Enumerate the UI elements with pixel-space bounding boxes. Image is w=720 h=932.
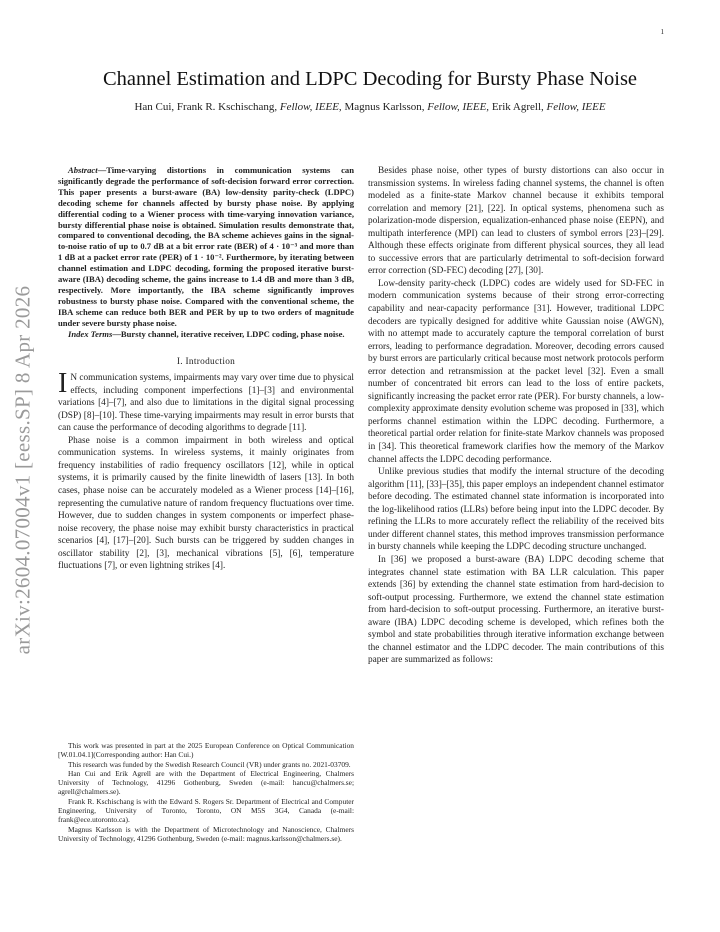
- arxiv-watermark: [6, 250, 40, 690]
- section-heading-introduction: I. Introduction: [176, 356, 236, 367]
- index-terms-label: Index Terms: [68, 328, 113, 339]
- right-paragraph-2: Low-density parity-check (LDPC) codes are widely used for SD-FEC in modern communication systems because of their strong error-correcting capability and near-capacity performance [31]. However, traditional LDPC decoders are typically designed for additive white Gaussian noise (AWGN), with no attempt made to accurately capture the temporal correlation of burst errors, leading to performance degradation. Moreover, decoding errors caused by burst errors are particularly critical because most network protocols perform error detection and retransmission at the packet level [32]. Even a small number of concentrated bit errors can lead to the loss of entire packets, significantly increasing the packet error rate (PER). For bursty channels, a low-complexity approximate density evolution scheme was proposed in [33], which performs channel estimation within the LDPC decoding. Furthermore, a theoretical partial order relation for finite-state Markov channels was proposed in [34]. This theoretical framework clarifies how the memory of the Markov channel affects the LDPC decoding performance.: [368, 278, 664, 465]
- paper-title: Channel Estimation and LDPC Decoding for Bursty Phase Noise: [102, 68, 638, 90]
- author-line: [60, 101, 680, 113]
- right-paragraph-3: Unlike previous studies that modify the internal structure of the decoding algorithm [11], [33]–[35], this paper employs an independent channel estimator before decoding. The estimated channel state information is incorporated into the log-likelihood ratios (LLRs) before being input into the LDPC decoder. By refining the LLRs to more accurately reflect the reliability of the received bits under different channel states, this method improves transmission performance in bursty channels while keeping the LDPC decoding structure unchanged.: [368, 467, 664, 553]
- abstract-label: Abstract: [68, 165, 98, 175]
- right-column: [368, 165, 664, 667]
- footnote-3: Han Cui and Erik Agrell are with the Department of Electrical Engineering, Chalmers University of Technology, 41296 Gothenburg, Sweden (e-mail: hancu@chalmers.se; agrell@chalmers.se).: [58, 768, 354, 797]
- right-paragraph-4: In [36] we proposed a burst-aware (BA) LDPC decoding scheme that integrates channel state estimation with BA LLR calculation. This paper extends [36] by extending the channel state estimation from hard-decision to soft-output processing. Furthermore, we extend the channel state estimation from hard-decision to soft-output processing. Furthermore, an iterative burst-aware (IBA) LDPC decoding scheme is developed, which refines both the symbol and state probabilities through iterative information exchange between the channel estimator and the LDPC decoder. The main contributions of this paper are summarized as follows:: [368, 554, 664, 666]
- footnotes: [58, 741, 354, 843]
- author-1-title: Fellow, IEEE,: [279, 101, 342, 113]
- drop-cap: I: [58, 368, 68, 400]
- index-terms-text: —Bursty channel, iterative receiver, LDPC coding, phase noise.: [112, 328, 345, 339]
- footnote-1: This work was presented in part at the 2025 European Conference on Optical Communication [W.01.04.1](Corresponding author: Han Cui.): [58, 741, 354, 760]
- author-3: Erik Agrell,: [491, 101, 544, 113]
- intro-paragraph-1-text: N communication systems, impairments may vary over time due to physical effects, including component imperfections [1]–[3] and environmental variations [4]–[7], and also due to limitations in the digital signal processing (DSP) [8]–[10]. These time-varying impairments may result in error bursts that can cause the performance of decoding algorithms to degrade [11].: [58, 373, 354, 434]
- intro-paragraph-1: [58, 368, 354, 435]
- arxiv-id: arXiv:2604.07004v1 [eess.SP] 8 Apr 2026: [10, 285, 35, 655]
- left-column: [58, 165, 354, 573]
- author-3-title: Fellow, IEEE: [546, 101, 606, 113]
- abstract: [58, 165, 354, 329]
- footnote-2: This research was funded by the Swedish Research Council (VR) under grants no. 2021-03709.: [68, 759, 351, 769]
- author-2: Magnus Karlsson,: [344, 101, 425, 113]
- abstract-text: —Time-varying distortions in communication systems can significantly degrade the performance of soft-decision forward error correction. This paper presents a burst-aware (BA) low-density parity-check (LDPC) decoding scheme for channels affected by bursty phase noise. By applying differential coding to a Wiener process with time-varying innovation variance, bursty differential phase noise is obtained. Simulation results demonstrate that, compared to conventional decoding, the BA scheme achieves gains in the signal-to-noise ratio of up to 0.7 dB at a bit error rate (BER) of 4 · 10⁻³ and more than 1 dB at a packet error rate (PER) of 1 · 10⁻². Furthermore, by iterating between channel estimation and LDPC decoding, forming the proposed iterative burst-aware (IBA) decoding scheme, the gains increase to 1.4 dB and more than 3 dB, respectively. More importantly, the IBA scheme significantly improves robustness to bursty phase noise. Compared with the conventional scheme, the IBA scheme can reduce both BER and PER by up to two orders of magnitude under severe bursty phase noise.: [58, 165, 354, 328]
- page-number: 1: [660, 28, 664, 36]
- right-paragraph-1: Besides phase noise, other types of bursty distortions can also occur in transmission systems. In wireless fading channel systems, the channel is often modeled as a finite-state Markov channel because it exhibits temporal correlation and memory [21], [22]. In optical systems, phenomena such as polarization-mode dispersion, equalization-enhanced phase noise (EEPN), and multipath interference (MPI) can lead to clusters of symbol errors [23]–[29]. Although these effects originate from different physical sources, they all lead to successive errors that are particularly detrimental to soft-decision forward error correction (SD-FEC) decoding [27], [30].: [368, 166, 664, 277]
- intro-paragraph-2: Phase noise is a common impairment in both wireless and optical communication systems. In wireless systems, it mainly originates from frequency instabilities of radio frequency oscillators [12], while in optical systems, it is primarily caused by the finite linewidth of lasers [13]. In both cases, phase noise can be accurately modeled as a Wiener process [14]–[16], representing the cumulative nature of random frequency fluctuations over time. However, due to sudden changes in system components or imperfect phase-noise recovery, the phase noise may exhibit bursty characteristics in practical scenarios [4], [17]–[20]. Such bursts can be triggered by sudden changes in oscillator stability [2], [3], mechanical vibrations [5], [6], temperature fluctuations [7], or even lightning strikes [4].: [58, 435, 354, 572]
- author-2-title: Fellow, IEEE,: [427, 101, 490, 113]
- index-terms: [58, 329, 354, 340]
- author-1: Han Cui, Frank R. Kschischang,: [134, 101, 278, 113]
- footnote-5: Magnus Karlsson is with the Department of Microtechnology and Nanoscience, Chalmers University of Technology, 41296 Gothenburg, Sweden (e-mail: magnus.karlsson@chalmers.se).: [58, 824, 354, 843]
- footnote-4: Frank R. Kschischang is with the Edward S. Rogers Sr. Department of Electrical and Computer Engineering, University of Toronto, Toronto, ON M5S 3G4, Canada (e-mail: frank@ece.utoronto.ca).: [58, 796, 354, 825]
